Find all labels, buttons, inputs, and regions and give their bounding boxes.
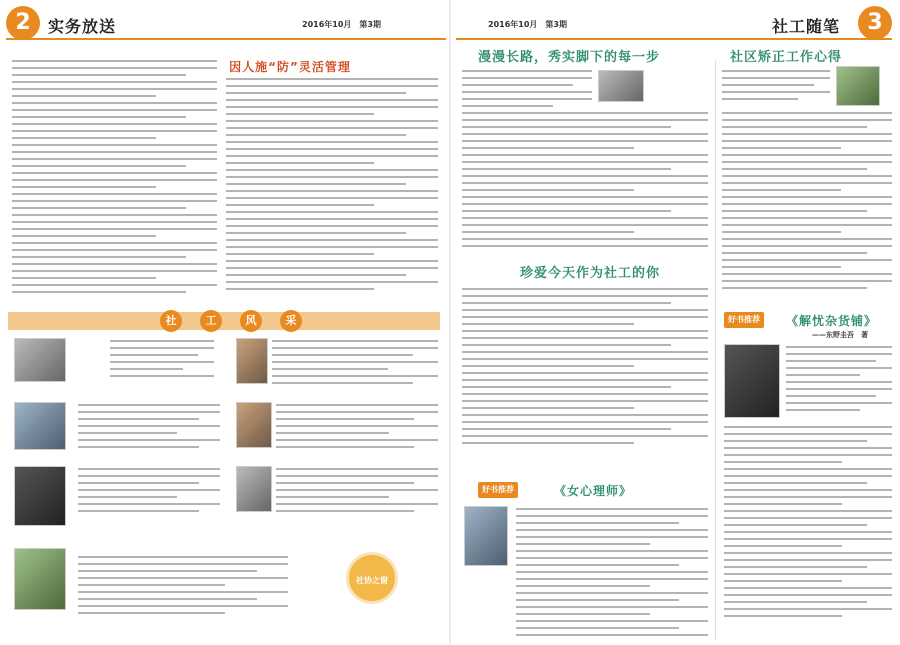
book-cover-b: [724, 344, 780, 418]
article-a-col1: [462, 70, 592, 112]
band-ring-2: 工: [200, 310, 222, 332]
book-c-body: [516, 508, 708, 641]
section-title: 实务放送: [48, 17, 117, 36]
header-rule: [456, 38, 892, 40]
profile-photo-6: [236, 466, 272, 512]
article-headline-c: 珍爱今天作为社工的你: [520, 266, 661, 281]
band-ring-3: 风: [240, 310, 262, 332]
profile-text-4: [276, 404, 438, 453]
article-photo-b: [836, 66, 880, 106]
right-page: [450, 0, 900, 645]
band-ring-1: 社: [160, 310, 182, 332]
book-title-b: 《解忧杂货铺》: [786, 314, 878, 328]
issue-label: 2016年10月 第3期: [302, 20, 381, 29]
book-cover-c: [464, 506, 508, 566]
profile-photo-1: [14, 338, 66, 382]
book-title-c: 《女心理师》: [554, 484, 633, 498]
article-c-body: [462, 288, 708, 449]
profile-text-2: [272, 340, 438, 389]
article-headline-a: 漫漫长路，秀实脚下的每一步: [478, 50, 661, 65]
book-b-body-1: [786, 346, 892, 416]
profile-photo-4: [236, 402, 272, 448]
profile-text-3: [78, 404, 220, 453]
profile-text-7: [78, 556, 288, 619]
article-body-col1: [12, 60, 217, 298]
article-headline: 因人施“防”灵活管理: [229, 60, 351, 74]
corner-badge: 社协之窗: [346, 552, 398, 604]
article-a-col2: [462, 112, 708, 252]
issue-label: 2016年10月 第3期: [488, 20, 567, 29]
page-number: 2: [6, 6, 40, 40]
header-rule: [6, 38, 446, 40]
profile-photo-3: [14, 402, 66, 450]
profile-text-1: [110, 340, 214, 382]
feature-band: [8, 312, 440, 330]
profile-photo-7: [14, 548, 66, 610]
book-tag-b: 好书推荐: [724, 312, 764, 328]
article-headline-b: 社区矫正工作心得: [730, 50, 843, 65]
page-number: 3: [858, 6, 892, 40]
article-body-col2: [226, 78, 438, 295]
profile-text-5: [78, 468, 220, 517]
article-b-intro: [722, 70, 830, 105]
band-ring-4: 采: [280, 310, 302, 332]
section-title: 社工随笔: [771, 17, 840, 36]
profile-text-6: [276, 468, 438, 517]
profile-photo-2: [236, 338, 268, 384]
article-photo-a: [598, 70, 644, 102]
book-subtitle-b: ——东野圭吾 著: [812, 331, 868, 339]
profile-photo-5: [14, 466, 66, 526]
column-rule: [715, 60, 716, 640]
article-b-body: [722, 112, 892, 294]
book-b-body-2: [724, 426, 892, 622]
book-tag-c: 好书推荐: [478, 482, 518, 498]
